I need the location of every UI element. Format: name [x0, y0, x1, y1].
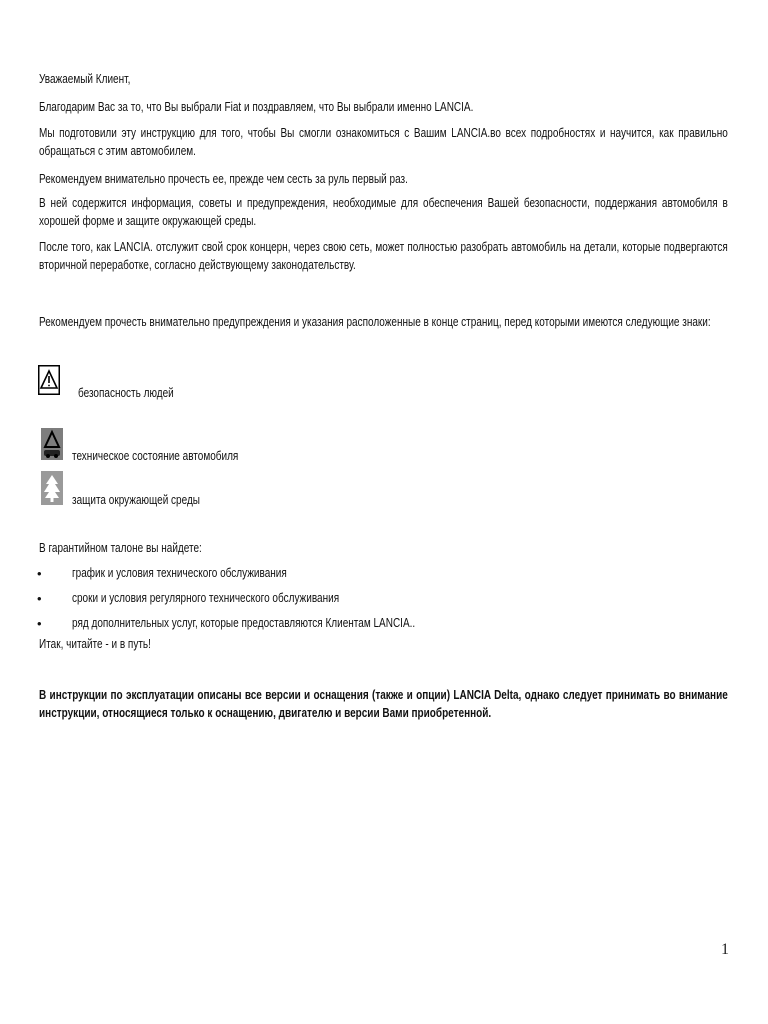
warranty-intro: В гарантийном талоне вы найдете:: [39, 541, 202, 555]
sign-label-technical: техническое состояние автомобиля: [72, 449, 239, 463]
para-contains: В ней содержится информация, советы и предупреждения, необходимые для обеспечения Вашей безопасности, поддержания автомобиля в хорошей форме и защите окружающей среды.: [39, 196, 728, 228]
closing-line: Итак, читайте - и в путь!: [39, 637, 151, 651]
para-recommend: Рекомендуем внимательно прочесть ее, прежде чем сесть за руль первый раз.: [39, 172, 408, 186]
page-number: 1: [721, 941, 729, 958]
bullet: •: [37, 616, 42, 631]
tree-environment-icon: [41, 471, 63, 505]
bullet: •: [37, 566, 42, 581]
bold-note: В инструкции по эксплуатации описаны все версии и оснащения (также и опции) LANCIA Delta, однако следует принимать во внимание инструкции, относящиеся только к оснащению, двигателю и версии Вами приобретенной.: [39, 688, 728, 720]
para-prepared: Мы подготовили эту инструкцию для того, чтобы Вы смогли ознакомиться с Вашим LANCIA.во всех подробностях и научится, как правильно обращаться с этим автомобилем.: [39, 126, 728, 158]
para-thanks: Благодарим Вас за то, что Вы выбрали Fiat и поздравляем, что Вы выбрали именно LANCIA.: [39, 100, 474, 114]
warning-triangle-icon: [38, 365, 60, 395]
bullet: •: [37, 591, 42, 606]
para-signs: Рекомендуем прочесть внимательно предупреждения и указания расположенные в конце страниц, перед которыми имеются следующие знаки:: [39, 315, 711, 329]
car-warning-icon: [41, 428, 63, 460]
warranty-item: график и условия технического обслуживания: [72, 566, 287, 580]
sign-label-environment: защита окружающей среды: [72, 493, 200, 507]
para-after: После того, как LANCIA. отслужит свой срок концерн, через свою сеть, может полностью разобрать автомобиль на детали, которые подвергаются вторичной переработке, согласно действующему законодательству.: [39, 240, 728, 272]
warranty-item: ряд дополнительных услуг, которые предоставляются Клиентам LANCIA..: [72, 616, 416, 630]
sign-label-safety: безопасность людей: [78, 386, 174, 400]
greeting: Уважаемый Клиент,: [39, 72, 131, 86]
warranty-item: сроки и условия регулярного технического обслуживания: [72, 591, 340, 605]
